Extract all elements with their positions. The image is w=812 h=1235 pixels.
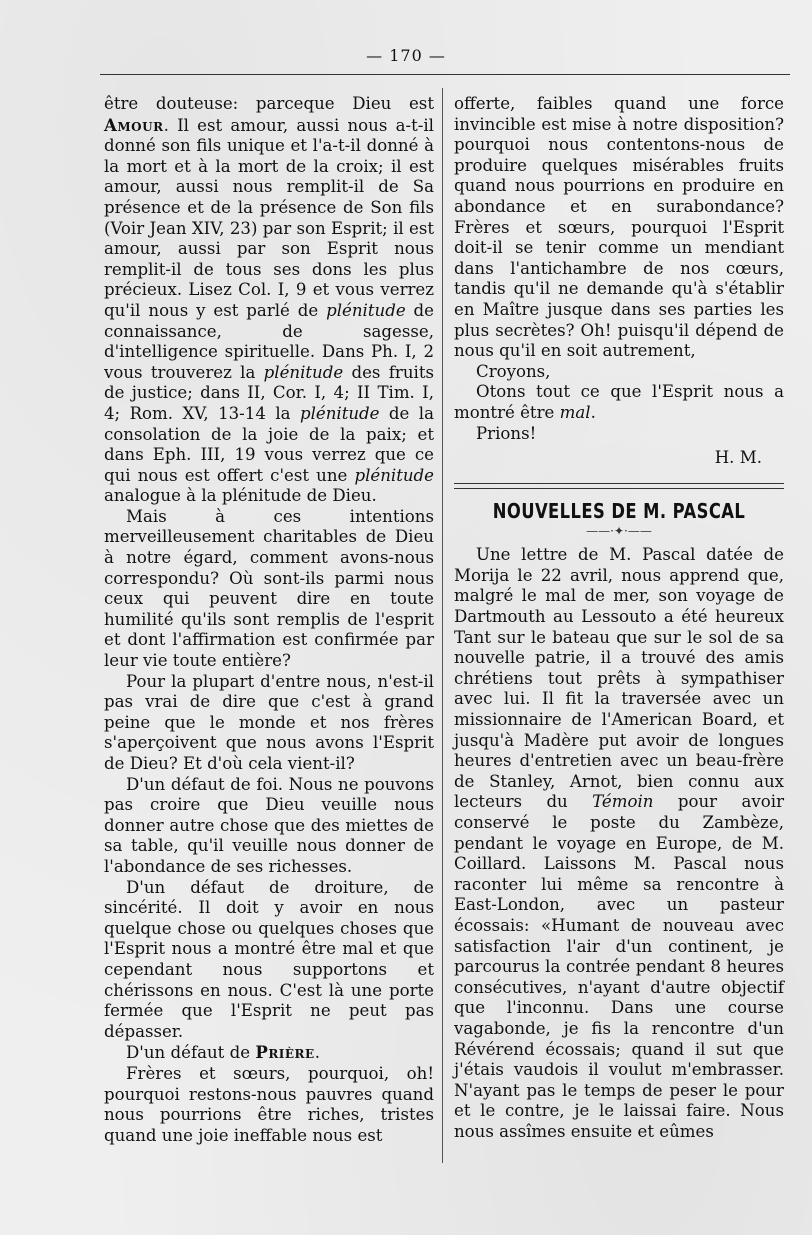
title-ornament: ——·✦·—— <box>586 524 652 539</box>
italic-run: plénitude <box>354 465 434 485</box>
paragraph <box>104 672 434 775</box>
text-run: D'un défaut de droiture, de sincérité. Il doit y avoir en nous quelque chose ou quelques choses que l'Esprit nous a montré être mal et que cependant nous supportons et chérissons en nous. C'est là une porte fermée que l'Esprit ne peut pas dépasser. <box>104 877 434 1041</box>
smallcaps-run: Amour <box>104 114 164 135</box>
right-column-text <box>454 94 784 444</box>
text-run: pour avoir conservé le poste du Zambèze, pendant le voyage en Europe, de M. Coillard. Laissons M. Pascal nous raconter lui même sa rencontre à East-London, avec un pasteur écossais: «Humant de nouveau avec satisfaction l'air d'un continent, je parcourus la contrée pendant 8 heures consécutives, n'ayant d'autre objectif que l'inconnu. Dans une course vagabonde, je fis la rencontre d'un Révérend écossais; quand il sut que j'étais vaudois il voulut m'embrasser. N'ayant pas le temps de peser le pour et le contre, je le laissai faire. Nous nous assîmes ensuite et eûmes <box>454 792 785 1141</box>
text-run: . Il est amour, aussi nous a-t-il donné son fils unique et l'a-t-il donné à la mort et à la mort de la croix; il est amour, aussi nous remplit-il de Sa présence et de la présence de Son fils (Voir Jean XIV, 23) par son Esprit; il est amour, aussi par son Esprit nous remplit-il de tous ses dons les plus précieux. Lisez Col. I, 9 et vous verrez qu'il nous y est parlé de <box>104 115 434 320</box>
left-column <box>104 94 434 1146</box>
paragraph <box>454 545 784 1142</box>
paragraph <box>104 1064 434 1146</box>
page-number: — 170 — <box>366 46 446 65</box>
column-divider <box>442 88 443 1163</box>
section-body <box>454 545 784 1142</box>
paragraph <box>104 878 434 1043</box>
text-run: Prions! <box>476 423 537 443</box>
italic-run: mal <box>559 402 591 422</box>
section-separator <box>454 483 784 489</box>
italic-run: plénitude <box>326 300 406 320</box>
text-run: D'un défaut de foi. Nous ne pouvons pas croire que Dieu veuille nous donner autre chose que des miettes de sa table, qu'il veuille nous donner de l'abondance de ses richesses. <box>104 774 434 876</box>
right-column <box>454 94 784 1143</box>
paragraph <box>104 775 434 878</box>
text-run: être douteuse: parceque Dieu est <box>104 94 434 113</box>
text-run: Pour la plupart d'entre nous, n'est-il pas vrai de dire que c'est à grand peine que le monde et nos frères s'aperçoivent que nous avons l'Esprit de Dieu? Et d'où cela vient-il? <box>104 671 434 773</box>
smallcaps-run: Prière <box>255 1042 315 1063</box>
text-run: offerte, faibles quand une force invincible est mise à notre disposition? pourquoi nous contentons-nous de produire quelques misérables fruits quand nous pourrions en produire en abondance et en surabondance? Frères et sœurs, pourquoi l'Esprit doit-il se tenir comme un mendiant dans l'antichambre de nos cœurs, tandis qu'il ne demande qu'à s'établir en Maître jusque dans ses parties les plus secrètes? Oh! puisqu'il dépend de nous qu'il en soit autrement, <box>454 94 784 361</box>
text-run: D'un défaut de <box>126 1043 256 1063</box>
text-run: des fruits de justice; dans II, Cor. I, 4; II Tim. I, 4; Rom. XV, 13-14 la <box>104 362 434 423</box>
section-title: NOUVELLES DE M. PASCAL <box>492 498 746 523</box>
text-run: Croyons, <box>476 361 551 381</box>
paragraph <box>104 1042 434 1064</box>
paragraph <box>454 382 784 423</box>
signature: H. M. <box>714 448 762 468</box>
header-rule <box>100 74 790 75</box>
text-run: Mais à ces intentions merveilleusement charitables de Dieu à notre égard, comment avons-nous correspondu? Où sont-ils parmi nous ceux qui peuvent dire en toute humilité qu'ils sont remplis de l'esprit et dont l'affirmation est confirmée par leur vie toute entière? <box>104 506 434 671</box>
text-run: de connaissance, de sagesse, d'intelligence spirituelle. Dans Ph. I, 2 vous trouverez la <box>104 300 434 382</box>
text-run: Otons tout ce que l'Esprit nous a montré être <box>454 382 784 422</box>
paragraph <box>104 94 434 507</box>
text-run: de la consolation de la joie de la paix; et dans Eph. III, 19 vous verrez que ce qui nous est offert c'est une <box>104 403 434 485</box>
text-run: analogue à la plénitude de Dieu. <box>104 486 377 506</box>
text-run: Frères et sœurs, pourquoi, oh! pourquoi restons-nous pauvres quand nous pourrions être riches, tristes quand une joie ineffable nous est <box>104 1063 434 1145</box>
italic-run: plénitude <box>299 403 380 423</box>
italic-run: Témoin <box>592 792 654 812</box>
paragraph <box>454 424 784 445</box>
text-run: Une lettre de M. Pascal datée de Morija le 22 avril, nous apprend que, malgré le mal de mer, son voyage de Dartmouth au Lessouto a été heureux Tant sur le bateau que sur le sol de sa nouvelle patrie, il a trouvé des amis chrétiens tout prêts à sympathiser avec lui. Il fit la traversée avec un missionnaire de l'American Board, et jusqu'à Madère put avoir de longues heures d'entretien avec un beau-frère de Stanley, Arnot, bien connu aux lecteurs du <box>454 545 784 812</box>
paragraph <box>454 94 784 362</box>
text-run: . <box>590 402 596 422</box>
italic-run: plénitude <box>263 362 344 382</box>
text-run: . <box>314 1043 320 1063</box>
paragraph <box>104 507 434 672</box>
paragraph <box>454 362 784 383</box>
